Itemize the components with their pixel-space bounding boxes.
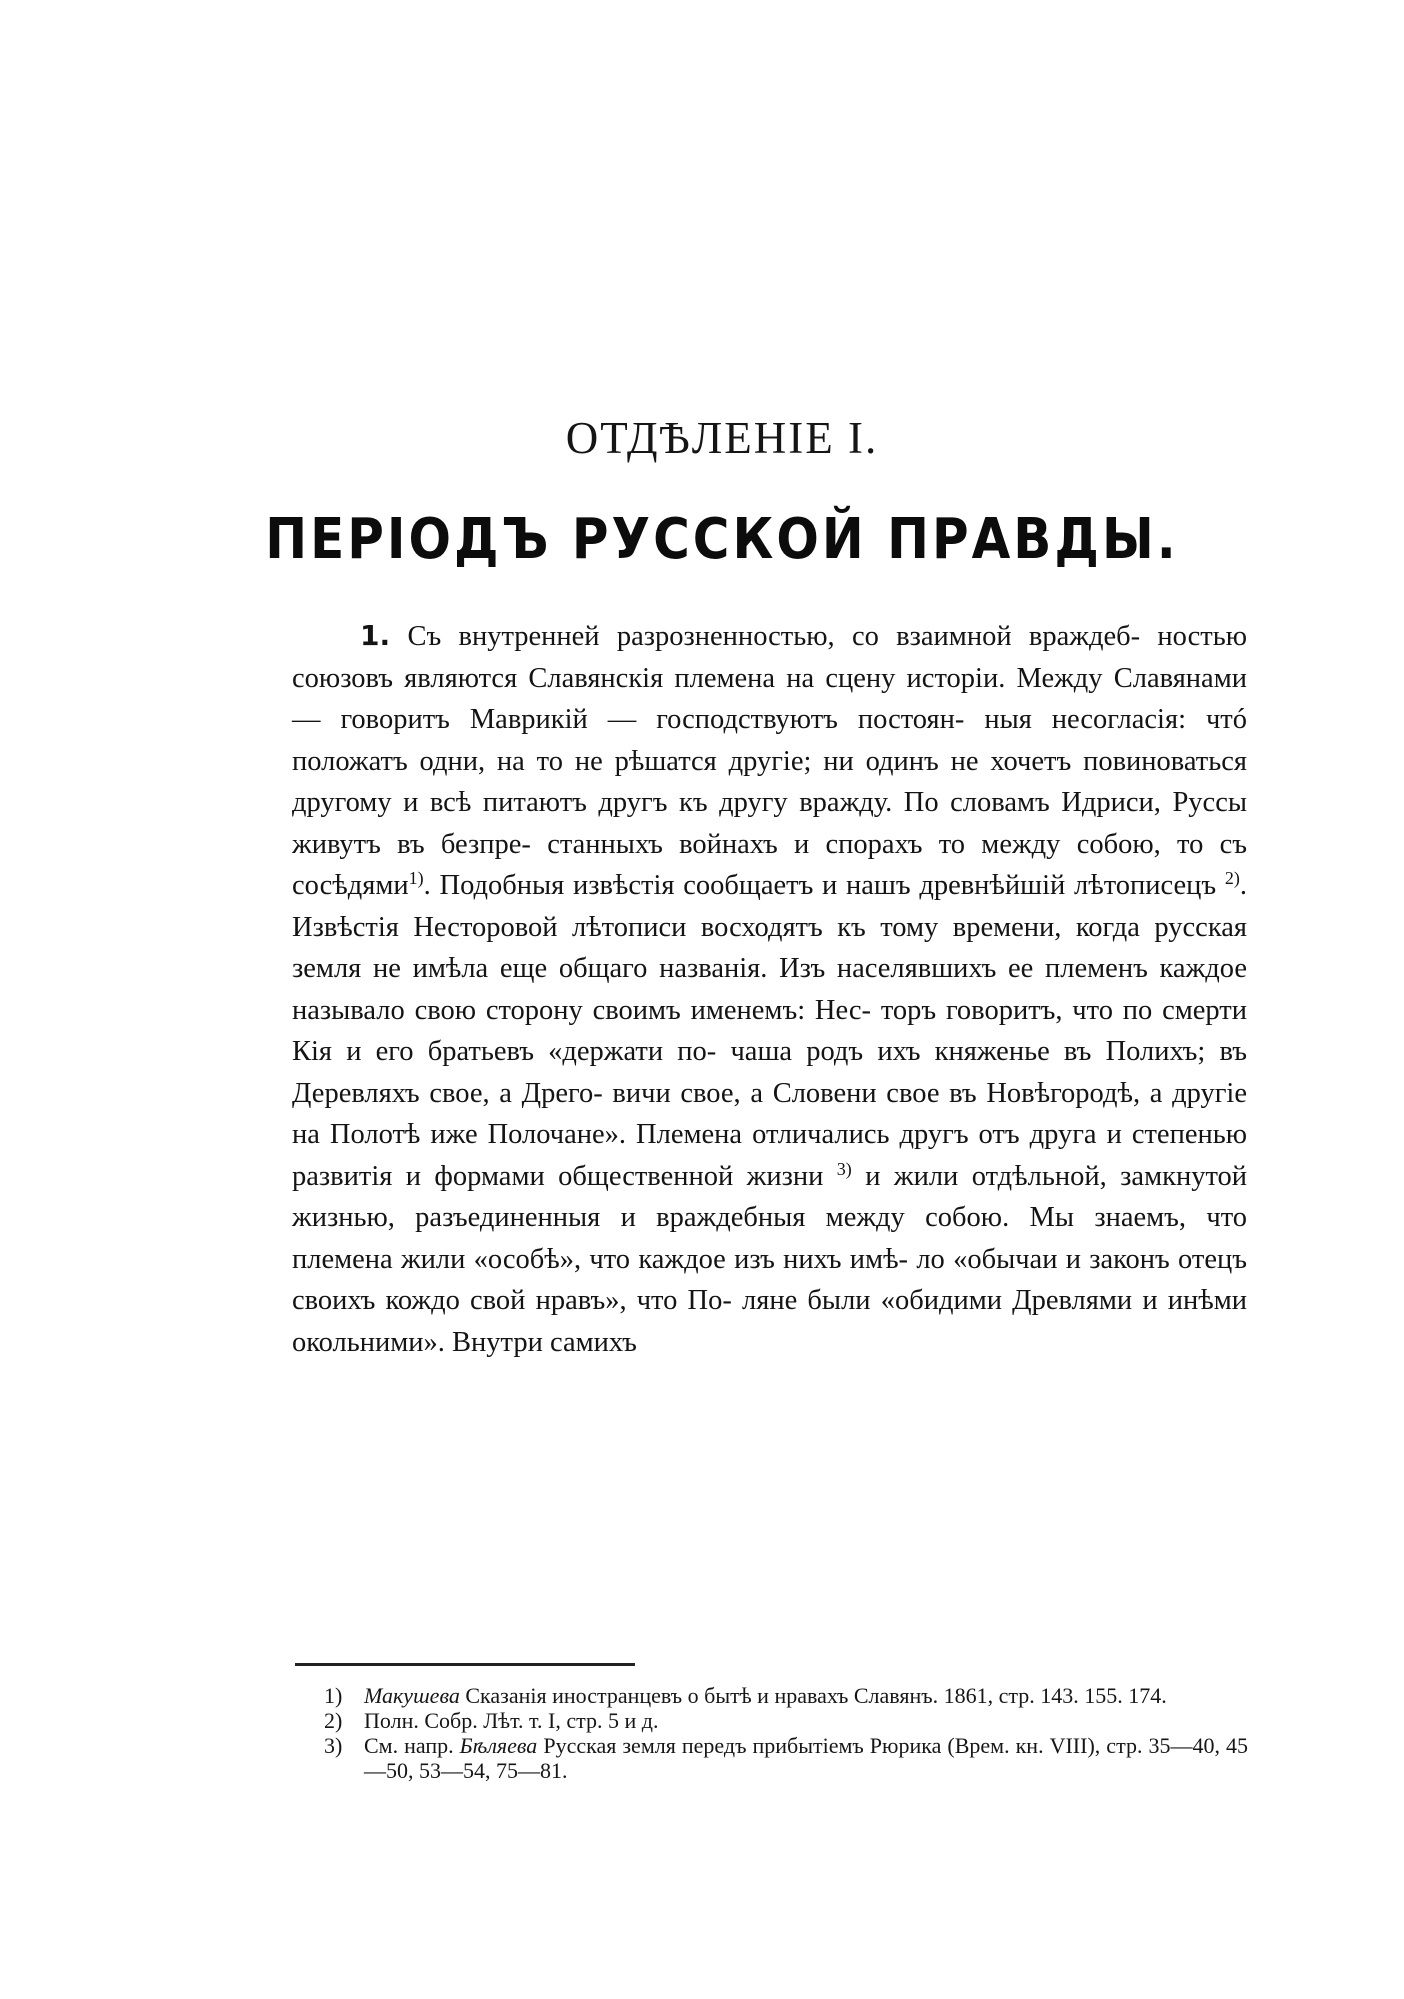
paragraph-line: Подобныя извѣстія сообщаетъ и нашъ древнѣйшій лѣтописецъ [439,870,1217,901]
paragraph-line: Извѣстія Несторовой лѣтописи восходятъ къ тому времени, когда [292,911,1140,943]
footnote-2 [300,1708,1248,1733]
paragraph-line: ни одинъ не хочетъ повиноваться другому и всѣ питаютъ другъ [292,745,1247,818]
paragraph-line: ныя несогласія: чтó положатъ одни, на то не рѣшатся другіе; [292,704,1247,777]
footnote-number: 2) [324,1708,343,1733]
section-heading: ОТДѢЛЕНІЕ I. [565,413,879,463]
paragraph-line: ностью союзовъ являются Славянскія племена на сцену исторіи. [292,621,1248,694]
paragraph-line: ло «обычаи и законъ отецъ своихъ кождо свой нравъ», что По- [292,1243,1248,1316]
paragraph-line: ляне были «обидими Древлями и инѣми окольними». Внутри самихъ [292,1285,1247,1358]
period-heading: ПЕРІОДЪ РУССКОЙ ПРАВДЫ. [265,506,1179,572]
footnote-ref[interactable]: 3) [836,1158,852,1179]
paragraph-line: Между Славянами — говоритъ Маврикій — господствуютъ постоян- [292,662,1247,735]
paragraph-line: ее племенъ каждое называло свою сторону своимъ именемъ: Нес- [292,953,1248,1026]
paragraph-line: вичи свое, а Словени свое въ Новѣгородѣ, а другіе на Полотѣ [292,1077,1247,1150]
paragraph-line: развитія и формами общественной жизни [292,1160,824,1192]
paragraph-line: и жили отдѣльной, [865,1160,1107,1192]
footnote-text: Полн. Собр. Лѣт. т. I, стр. 5 и д. [364,1708,659,1733]
footnote-number: 3) [324,1733,343,1758]
paragraph-number: 1. [360,619,391,652]
footnote-prefix: См. напр. [364,1733,454,1758]
paragraph-line: чаша родъ ихъ княженье въ Полихъ; въ Деревляхъ свое, а Дрего- [292,1036,1247,1109]
paragraph-line: къ другу вражду. По словамъ Идриси, Руссы живутъ въ безпре- [292,787,1247,860]
main-paragraph: 1. Съ внутренней разрозненностью, со взаимной враждеб- ностью союзовъ являются Славянскія племена на сцену исторіи. Между Славянами — говоритъ Маврикій — господствуютъ постоян- ныя несогласія: чтó положатъ одни, на то не рѣшатся другіе; ни одинъ не хочетъ повиноваться другому и всѣ питаютъ другъ къ другу вражду. По словамъ Идриси, Руссы живутъ въ безпре- станныхъ войнахъ и спорахъ то между собою, то съ сосѣдями$^{1)}$. Подобныя извѣстія сообщаетъ и нашъ древнѣйшій лѣтописецъ $^{2)}$. Извѣстія Несторовой лѣтописи восходятъ къ тому времени, когда русская земля не имѣла еще общаго названія. Изъ населявшихъ ее племенъ каждое называло свою сторону своимъ именемъ: Нес- торъ говоритъ, что по смерти Кія и его братьевъ «держати по- чаша родъ ихъ княженье въ Полихъ; въ Деревляхъ свое, а Дрего- вичи свое, а Словени свое въ Новѣгородѣ, а другіе на Полотѣ иже Полочане». Племена отличались другъ отъ друга и степенью развитія и формами общественной жизни $^{3)}$ и жили отдѣльной, замкнутой жизнью, разъединенныя и враждебныя между собою. Мы знаемъ, что племена жили «особѣ», что каждое изъ нихъ имѣ- ло «обычаи и законъ отецъ своихъ кождо свой нравъ», что По- ляне были «обидими Древлями и инѣми окольними». Внутри самихъ [292,619,1248,1358]
paragraph-line: Мы знаемъ, что племена жили «особѣ», что каждое изъ нихъ имѣ- [292,1202,1248,1275]
paragraph-line: замкнутой жизнью, разъединенныя и враждебныя между собою. [292,1160,1248,1233]
footnote-separator [295,1663,635,1666]
footnote-author: Макушева [364,1683,460,1708]
paragraph-line: станныхъ войнахъ и спорахъ то между собою, то съ сосѣдями [292,828,1248,901]
footnote-3 [300,1733,1248,1783]
paragraph-line: торъ говоритъ, что по смерти Кія и его братьевъ «держати по- [292,994,1247,1067]
footnote-ref[interactable]: 1) [408,868,424,888]
footnote-number: 1) [324,1683,343,1708]
paragraph-line: иже Полочане». Племена отличались другъ отъ друга и степенью [430,1119,1248,1150]
footnotes [300,1683,1248,1783]
paragraph-line: русская земля не имѣла еще общаго названія. Изъ населявшихъ [292,911,1247,984]
footnote-ref[interactable]: 2) [1224,868,1240,888]
footnote-author: Бѣляева [459,1733,538,1758]
footnote-text: Русская земля передъ прибытіемъ Рюрика (Врем. кн. VIII), стр. 35—40, 45—50, 53—54, 75—81. [364,1733,1248,1783]
footnote-1 [300,1683,1248,1708]
paragraph-line: Съ внутренней разрозненностью, со взаимной враждеб- [407,621,1141,652]
footnote-text: Сказанія иностранцевъ о бытѣ и нравахъ Славянъ. 1861, стр. 143. 155. 174. [465,1683,1167,1708]
